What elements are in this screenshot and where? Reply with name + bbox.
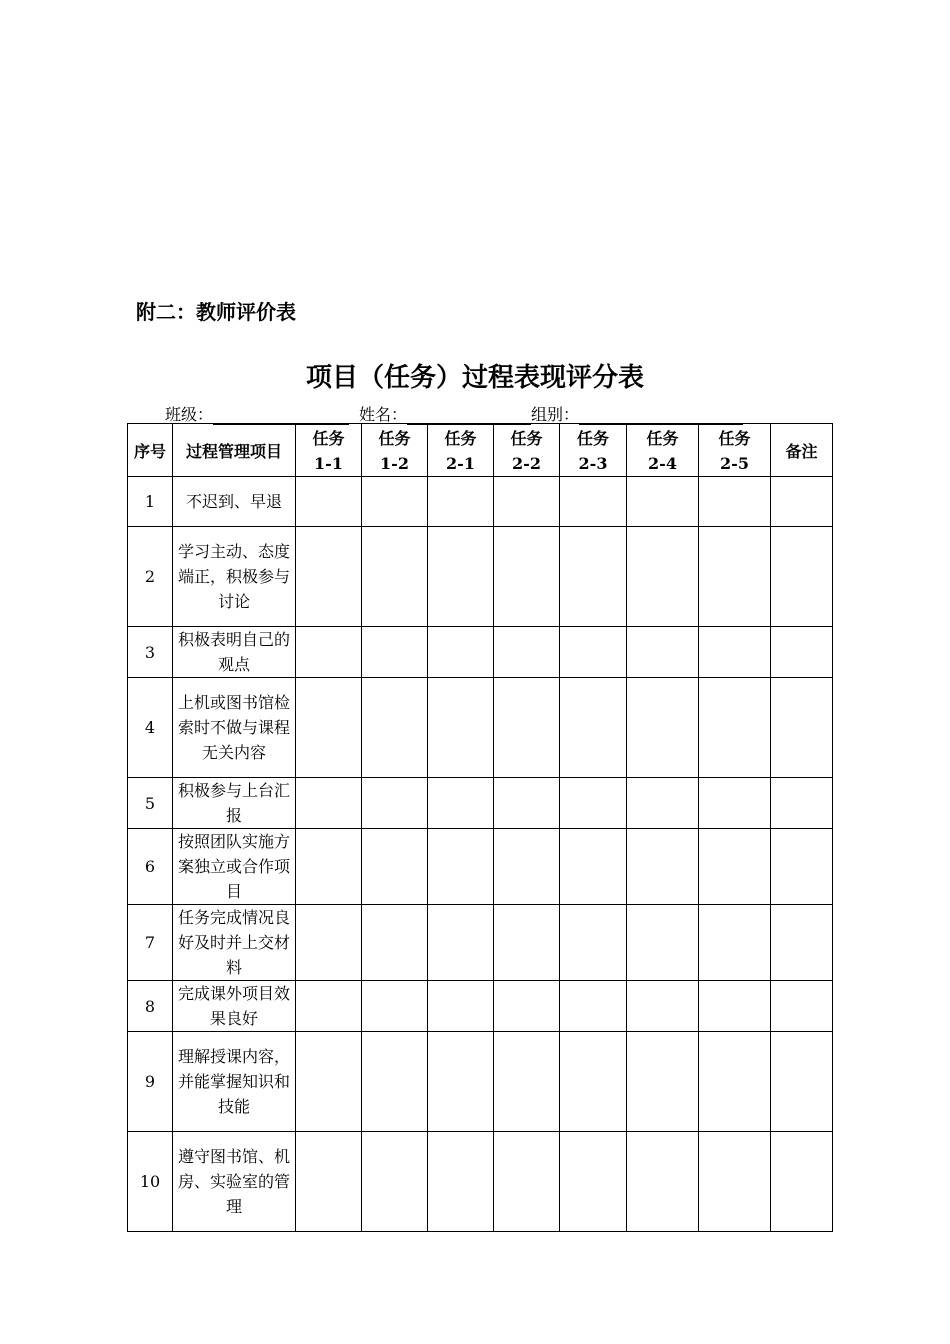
score-cell[interactable] <box>560 829 627 905</box>
row-number: 7 <box>128 905 173 981</box>
score-cell[interactable] <box>362 1032 428 1132</box>
row-item: 不迟到、早退 <box>173 477 296 527</box>
score-cell[interactable] <box>494 1032 560 1132</box>
row-item: 完成课外项目效果良好 <box>173 981 296 1032</box>
remark-cell[interactable] <box>771 905 833 981</box>
table-row <box>128 627 833 678</box>
score-cell[interactable] <box>428 905 494 981</box>
header-task-1-1: 任务 1-1 <box>296 424 362 477</box>
remark-cell[interactable] <box>771 527 833 627</box>
table-row <box>128 1032 833 1132</box>
score-cell[interactable] <box>699 1032 771 1132</box>
name-label: 姓名： <box>359 405 408 424</box>
score-cell[interactable] <box>362 778 428 829</box>
score-cell[interactable] <box>362 1132 428 1232</box>
score-cell[interactable] <box>428 829 494 905</box>
score-cell[interactable] <box>296 1032 362 1132</box>
remark-cell[interactable] <box>771 829 833 905</box>
score-cell[interactable] <box>296 905 362 981</box>
score-cell[interactable] <box>428 1032 494 1132</box>
header-task-2-3: 任务 2-3 <box>560 424 627 477</box>
table-row <box>128 527 833 627</box>
remark-cell[interactable] <box>771 981 833 1032</box>
remark-cell[interactable] <box>771 477 833 527</box>
score-cell[interactable] <box>362 678 428 778</box>
header-task-1-2: 任务 1-2 <box>362 424 428 477</box>
score-cell[interactable] <box>362 829 428 905</box>
score-cell[interactable] <box>560 981 627 1032</box>
score-cell[interactable] <box>560 1132 627 1232</box>
score-cell[interactable] <box>362 627 428 678</box>
score-cell[interactable] <box>428 678 494 778</box>
row-number: 4 <box>128 678 173 778</box>
row-number: 3 <box>128 627 173 678</box>
header-no: 序号 <box>128 424 173 477</box>
row-item: 学习主动、态度端正，积极参与讨论 <box>173 527 296 627</box>
score-cell[interactable] <box>296 778 362 829</box>
row-number: 1 <box>128 477 173 527</box>
score-cell[interactable] <box>699 678 771 778</box>
evaluation-table <box>127 423 833 1232</box>
appendix-title: 附二：教师评价表 <box>136 300 296 324</box>
header-row <box>128 424 833 477</box>
score-cell[interactable] <box>627 981 699 1032</box>
score-cell[interactable] <box>362 477 428 527</box>
score-cell[interactable] <box>699 905 771 981</box>
table-row <box>128 477 833 527</box>
score-cell[interactable] <box>494 477 560 527</box>
table-row <box>128 981 833 1032</box>
row-number: 8 <box>128 981 173 1032</box>
score-cell[interactable] <box>627 778 699 829</box>
score-cell[interactable] <box>699 527 771 627</box>
score-cell[interactable] <box>560 627 627 678</box>
header-task-2-5: 任务 2-5 <box>699 424 771 477</box>
row-item: 任务完成情况良好及时并上交材料 <box>173 905 296 981</box>
header-remark: 备注 <box>771 424 833 477</box>
score-cell[interactable] <box>699 477 771 527</box>
score-cell[interactable] <box>699 778 771 829</box>
score-cell[interactable] <box>560 905 627 981</box>
score-cell[interactable] <box>494 981 560 1032</box>
score-cell[interactable] <box>296 1132 362 1232</box>
score-cell[interactable] <box>627 527 699 627</box>
score-cell[interactable] <box>428 527 494 627</box>
class-label: 班级： <box>165 405 214 424</box>
score-cell[interactable] <box>560 778 627 829</box>
header-item: 过程管理项目 <box>173 424 296 477</box>
score-cell[interactable] <box>699 829 771 905</box>
score-cell[interactable] <box>494 1132 560 1232</box>
table-row <box>128 678 833 778</box>
score-cell[interactable] <box>296 627 362 678</box>
score-cell[interactable] <box>296 829 362 905</box>
score-cell[interactable] <box>560 527 627 627</box>
table-row <box>128 1132 833 1232</box>
header-task-2-4: 任务 2-4 <box>627 424 699 477</box>
row-item: 按照团队实施方案独立或合作项目 <box>173 829 296 905</box>
row-number: 2 <box>128 527 173 627</box>
remark-cell[interactable] <box>771 678 833 778</box>
score-cell[interactable] <box>627 1032 699 1132</box>
score-cell[interactable] <box>699 1132 771 1232</box>
score-cell[interactable] <box>494 678 560 778</box>
score-cell[interactable] <box>560 477 627 527</box>
score-cell[interactable] <box>627 627 699 678</box>
header-task-2-1: 任务 2-1 <box>428 424 494 477</box>
score-cell[interactable] <box>627 829 699 905</box>
row-number: 5 <box>128 778 173 829</box>
row-item: 上机或图书馆检索时不做与课程无关内容 <box>173 678 296 778</box>
row-item: 积极参与上台汇报 <box>173 778 296 829</box>
score-cell[interactable] <box>362 981 428 1032</box>
remark-cell[interactable] <box>771 1132 833 1232</box>
row-number: 6 <box>128 829 173 905</box>
score-cell[interactable] <box>362 905 428 981</box>
score-cell[interactable] <box>362 527 428 627</box>
remark-cell[interactable] <box>771 1032 833 1132</box>
score-cell[interactable] <box>428 627 494 678</box>
remark-cell[interactable] <box>771 627 833 678</box>
score-cell[interactable] <box>699 627 771 678</box>
score-cell[interactable] <box>627 905 699 981</box>
header-task-2-2: 任务 2-2 <box>494 424 560 477</box>
score-cell[interactable] <box>428 981 494 1032</box>
score-cell[interactable] <box>296 527 362 627</box>
form-title: 项目（任务）过程表现评分表 <box>305 363 644 393</box>
score-cell[interactable] <box>296 981 362 1032</box>
row-number: 9 <box>128 1032 173 1132</box>
score-cell[interactable] <box>627 1132 699 1232</box>
row-number: 10 <box>128 1132 173 1232</box>
score-cell[interactable] <box>296 477 362 527</box>
remark-cell[interactable] <box>771 778 833 829</box>
score-cell[interactable] <box>560 678 627 778</box>
score-cell[interactable] <box>428 1132 494 1232</box>
table-row <box>128 829 833 905</box>
score-cell[interactable] <box>494 627 560 678</box>
score-cell[interactable] <box>699 981 771 1032</box>
row-item: 积极表明自己的观点 <box>173 627 296 678</box>
score-cell[interactable] <box>494 527 560 627</box>
row-item: 理解授课内容，并能掌握知识和技能 <box>173 1032 296 1132</box>
table-row <box>128 778 833 829</box>
table-row <box>128 905 833 981</box>
score-cell[interactable] <box>494 778 560 829</box>
score-cell[interactable] <box>627 678 699 778</box>
score-cell[interactable] <box>428 477 494 527</box>
group-label: 组别： <box>531 405 580 424</box>
score-cell[interactable] <box>494 829 560 905</box>
row-item: 遵守图书馆、机房、实验室的管理 <box>173 1132 296 1232</box>
score-cell[interactable] <box>494 905 560 981</box>
score-cell[interactable] <box>627 477 699 527</box>
score-cell[interactable] <box>428 778 494 829</box>
student-info-line <box>165 402 743 424</box>
score-cell[interactable] <box>560 1032 627 1132</box>
score-cell[interactable] <box>296 678 362 778</box>
